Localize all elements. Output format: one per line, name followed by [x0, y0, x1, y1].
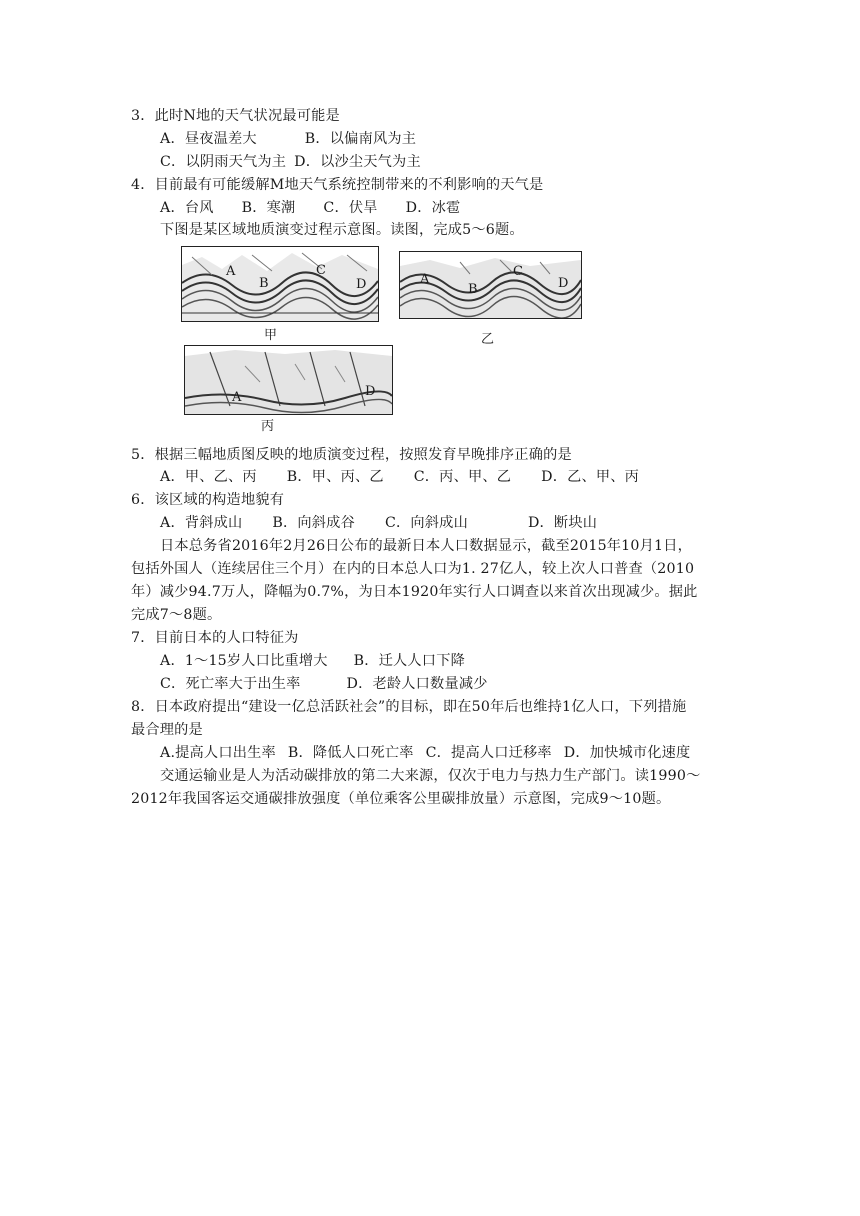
q7-option-d: D．老龄人口数量减少	[346, 676, 488, 692]
q3-stem: 3．此时N地的天气状况最可能是	[131, 108, 340, 124]
q4-options	[160, 199, 460, 217]
q6-option-c: C．向斜成山	[384, 515, 468, 531]
label-yi-c: C	[513, 264, 523, 279]
q4-option-c: C．伏旱	[323, 200, 378, 216]
q6-options	[160, 514, 597, 532]
q4-option-a: A．台风	[160, 200, 214, 216]
intro-q7-8-line2: 包括外国人（连续居住三个月）在内的日本总人口为1. 27亿人，较上次人口普查（2010	[131, 561, 695, 577]
intro-q7-8-line3: 年）减少94.7万人，降幅为0.7%，为日本1920年实行人口调查以来首次出现减少。据此	[131, 584, 698, 600]
q5-option-b: B．甲、丙、乙	[286, 469, 384, 485]
q7-option-a: A．1～15岁人口比重增大	[160, 653, 328, 669]
intro-q7-8-line4: 完成7～8题。	[131, 607, 222, 623]
q3-option-b: B．以偏南风为主	[304, 131, 417, 147]
q7-stem: 7．目前日本的人口特征为	[131, 630, 299, 646]
q7-option-b: B．迁人人口下降	[353, 653, 465, 669]
q5-options	[160, 468, 639, 486]
label-yi-a: A	[420, 272, 430, 287]
label-yi-b: B	[468, 282, 478, 297]
q8-option-b: B．降低人口死亡率	[287, 745, 414, 761]
q8-option-c: C．提高人口迁移率	[425, 745, 552, 761]
intro-q9-10-line1: 交通运输业是人为活动碳排放的第二大来源，仅次于电力与热力生产部门。读1990～	[160, 768, 701, 784]
q3-option-a: A．昼夜温差大	[160, 131, 257, 147]
label-yi-d: D	[558, 276, 569, 291]
intro-q5-6: 下图是某区域地质演变过程示意图。读图，完成5～6题。	[160, 222, 524, 238]
q4-option-b: B．寒潮	[241, 200, 296, 216]
q6-option-b: B．向斜成谷	[272, 515, 355, 531]
q8-options	[160, 744, 690, 762]
q8-option-d: D．加快城市化速度	[563, 745, 691, 761]
label-bing-a: A	[232, 390, 242, 405]
q8-stem-line1: 8．日本政府提出“建设一亿总活跃社会”的目标，即在50年后也维持1亿人口，下列措施	[131, 699, 687, 715]
intro-q9-10-line2: 2012年我国客运交通碳排放强度（单位乘客公里碳排放量）示意图，完成9～10题。	[131, 791, 671, 807]
caption-jia: 甲	[264, 328, 278, 343]
label-jia-a: A	[226, 264, 236, 279]
q7-options-row1	[160, 652, 465, 670]
geology-diagram-bing	[184, 345, 393, 415]
intro-q7-8-line1: 日本总务省2016年2月26日公布的最新日本人口数据显示，截至2015年10月1日，	[160, 538, 693, 554]
q3-option-d: D．以沙尘天气为主	[294, 154, 421, 170]
q8-option-a: A.提高人口出生率	[160, 745, 276, 761]
label-jia-c: C	[316, 263, 326, 278]
q4-option-d: D．冰雹	[405, 200, 461, 216]
q7-option-c: C．死亡率大于出生率	[160, 676, 301, 692]
caption-bing: 丙	[261, 419, 275, 434]
q6-option-d: D．断块山	[527, 515, 598, 531]
q5-option-d: D．乙、甲、丙	[541, 469, 640, 485]
q6-option-a: A．背斜成山	[160, 515, 243, 531]
q8-stem-line2: 最合理的是	[131, 722, 203, 738]
q3-option-c: C．以阴雨天气为主	[160, 154, 287, 170]
label-jia-b: B	[259, 276, 269, 291]
label-bing-d: D	[365, 384, 376, 399]
q3-options-row2	[160, 153, 421, 171]
caption-yi: 乙	[481, 332, 495, 347]
q3-options-row1	[160, 130, 416, 148]
label-jia-d: D	[356, 277, 367, 292]
geology-diagram-yi	[399, 251, 582, 319]
q6-stem: 6．该区域的构造地貌有	[131, 492, 285, 508]
q5-option-a: A．甲、乙、丙	[160, 469, 257, 485]
q7-options-row2	[160, 675, 488, 693]
q5-stem: 5．根据三幅地质图反映的地质演变过程，按照发育早晚排序正确的是	[131, 447, 572, 463]
geology-diagram-jia	[181, 246, 379, 322]
q5-option-c: C．丙、甲、乙	[413, 469, 512, 485]
q4-stem: 4．目前最有可能缓解M地天气系统控制带来的不利影响的天气是	[131, 177, 544, 193]
